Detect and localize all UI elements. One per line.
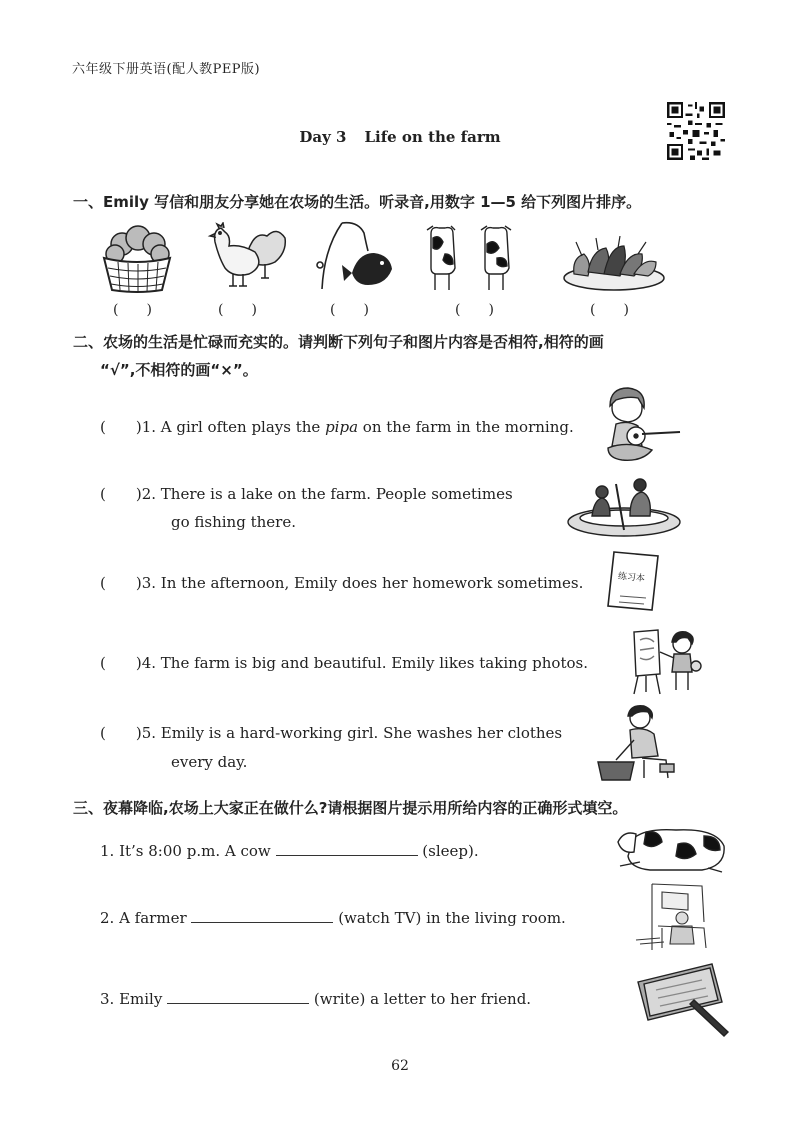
sentence-text: 4. The farm is big and beautiful. Emily likes taking photos. [141, 654, 588, 672]
fill-post: (watch TV) in the living room. [338, 909, 566, 927]
answer-blank[interactable] [276, 841, 418, 856]
order-bracket[interactable]: ( ) [330, 302, 369, 318]
girl-pipa-icon [602, 386, 684, 464]
fill-pre: 3. Emily [100, 990, 163, 1008]
section1-heading: 一、Emily 写信和朋友分享她在农场的生活。听录音,用数字 1—5 给下列图片排序。 [73, 193, 642, 211]
page-number: 62 [391, 1058, 409, 1074]
sentence-text: 3. In the afternoon, Emily does her homework sometimes. [141, 574, 584, 592]
title-day: Day 3 [299, 128, 347, 146]
qr-code-icon[interactable] [666, 102, 726, 160]
order-bracket[interactable]: ( ) [590, 302, 629, 318]
letter-pen-icon [636, 960, 732, 1040]
title-topic: Life on the farm [364, 128, 501, 146]
fill-item [100, 841, 479, 860]
sentence-post: on the farm in the morning. [358, 418, 574, 436]
sentence-line2: every day. [171, 753, 248, 771]
judge-item [100, 483, 513, 504]
fill-post: (write) a letter to her friend. [313, 990, 532, 1008]
section2-heading-line2: “√”,不相符的画“×”。 [100, 361, 258, 379]
notebook-icon [606, 550, 660, 612]
fill-item [100, 908, 566, 927]
answer-bracket[interactable]: ( ) [100, 485, 142, 503]
fill-pre: 1. It’s 8:00 p.m. A cow [100, 842, 271, 860]
order-bracket[interactable]: ( ) [218, 302, 257, 318]
judge-item [100, 652, 588, 673]
fruit-basket-icon [100, 222, 174, 294]
farmer-watching-tv-icon [632, 882, 716, 952]
answer-bracket[interactable]: ( ) [100, 724, 142, 742]
notebook-label: 练习本 [617, 571, 646, 585]
chickens-icon [205, 222, 289, 290]
answer-bracket[interactable]: ( ) [100, 574, 142, 592]
girl-washing-icon [594, 704, 686, 784]
order-bracket[interactable]: ( ) [455, 302, 494, 318]
boat-fishing-icon [566, 470, 682, 540]
cows-icon [425, 224, 533, 294]
judge-item [100, 416, 574, 437]
sentence-line2: go fishing there. [171, 513, 296, 531]
sentence-line1: 2. There is a lake on the farm. People sometimes [141, 485, 513, 503]
sentence-emphasis: pipa [325, 418, 359, 436]
fill-pre: 2. A farmer [100, 909, 187, 927]
fill-item [100, 989, 531, 1008]
sentence-line1: 5. Emily is a hard-working girl. She washes her clothes [141, 724, 563, 742]
judge-item [100, 572, 583, 593]
answer-blank[interactable] [191, 908, 333, 923]
judge-item [100, 722, 562, 743]
sentence-pre: 1. A girl often plays the [141, 418, 326, 436]
girl-painting-icon [630, 626, 704, 696]
order-bracket[interactable]: ( ) [113, 302, 152, 318]
answer-blank[interactable] [167, 989, 309, 1004]
answer-bracket[interactable]: ( ) [100, 654, 142, 672]
cow-sleeping-icon [616, 822, 728, 874]
fill-post: (sleep). [422, 842, 479, 860]
fishing-icon [312, 219, 398, 293]
vegetables-icon [562, 236, 666, 294]
book-header: 六年级下册英语(配人教PEP版) [72, 62, 261, 77]
section3-heading: 三、夜幕降临,农场上大家正在做什么?请根据图片提示用所给内容的正确形式填空。 [73, 799, 628, 817]
answer-bracket[interactable]: ( ) [100, 418, 142, 436]
section2-heading-line1: 二、农场的生活是忙碌而充实的。请判断下列句子和图片内容是否相符,相符的画 [73, 333, 604, 351]
